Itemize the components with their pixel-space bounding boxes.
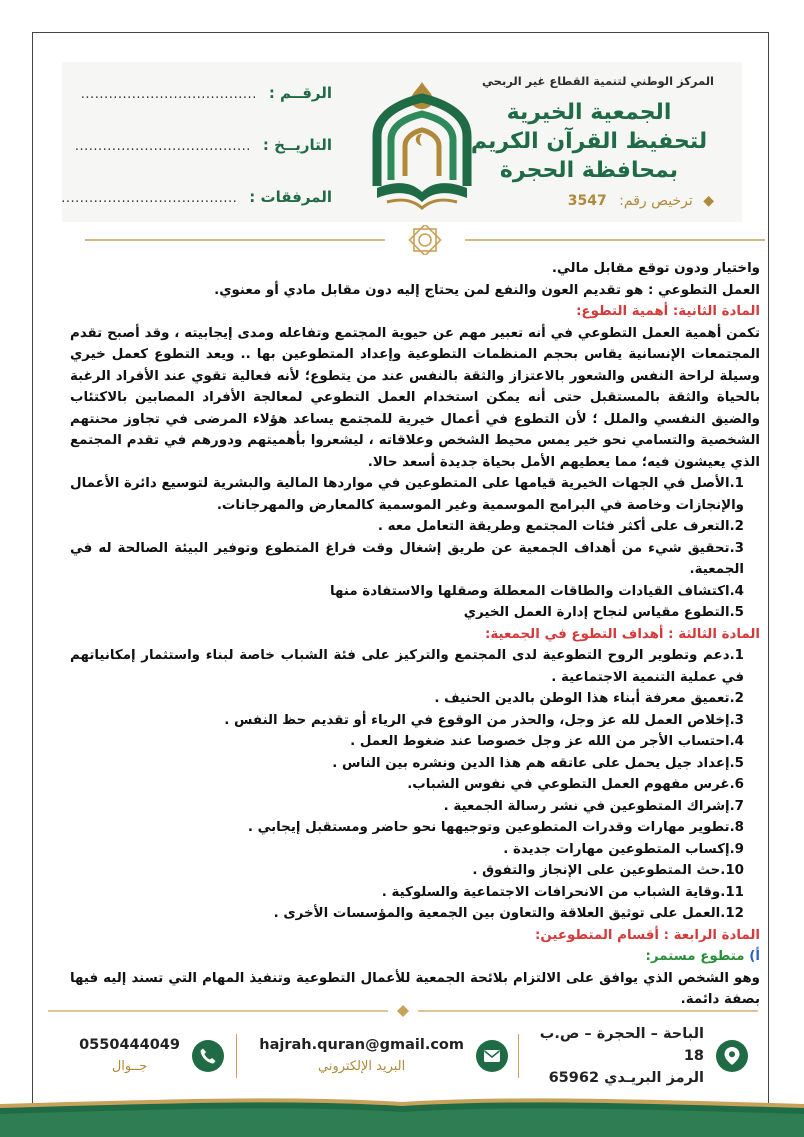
footer-separator: [518, 1034, 519, 1078]
article-2-item: 2.التعرف على أكثر فئات المجتمع وطريقة التعامل معه .: [377, 519, 744, 534]
article-3-item: 6.غرس مفهوم العمل التطوعي في نفوس الشباب.: [407, 777, 744, 792]
article-3-item: 4.احتساب الأجر من الله عز وجل خصوصا عند ضغوط العمل .: [350, 734, 744, 749]
email-label: البريد الإلكتروني: [318, 1059, 406, 1074]
article-2-heading: المادة الثانية: أهمية التطوع:: [576, 304, 760, 319]
article-3-item: 8.تطوير مهارات وقدرات المتطوعين وتوجيهها نحو حاضر ومستقبل إيجابي .: [247, 820, 744, 835]
article-2-item: 5.التطوع مقياس لنجاح إدارة العمل الخيري: [463, 605, 744, 620]
location-icon: [716, 1040, 748, 1072]
address-block: [528, 1028, 748, 1084]
footer-separator: [236, 1034, 237, 1078]
license-label: ترخيص رقم:: [619, 193, 693, 209]
mosque-book-logo-icon: [367, 76, 477, 212]
org-name-line-2: لتحفيظ القرآن الكريم: [470, 129, 708, 154]
article-2-item: 4.اكتشاف القيادات والطاقات المعطلة وصقلها والاستفادة منها: [330, 583, 744, 599]
parent-org-name: المركز الوطني لتنمية القطاع غير الربحي: [482, 74, 714, 88]
attachments-blank: ......................................: [61, 191, 238, 206]
org-name-line-3: بمحافظة الحجرة: [499, 158, 679, 183]
phone-icon: [192, 1040, 224, 1072]
postal-code: الرمز البريـدي 65962: [548, 1070, 704, 1086]
article-3-item: 12.العمل على توثيق العلاقة والتعاون بين الجمعية والمؤسسات الأخرى .: [273, 906, 744, 921]
date-label: التاريــخ :: [262, 136, 332, 154]
article-2-item: 1.الأصل في الجهات الخيرية قيامها على المتطوعين في مواردها المالية والبشرية لتوسيع دائرة الأعمال والإنجازات وخاصة في البرامج الموسمية وغير الموسمية كالمعارض والمهرجانات.: [70, 476, 744, 513]
article-4-subheading: [70, 946, 760, 968]
reference-number-label: الرقــم :: [268, 84, 332, 102]
ornamental-divider-icon: [85, 225, 765, 255]
article-2-item: 3.تحقيق شيء من أهداف الجمعية عن طريق إشغال وقت فراغ المتطوع وتوفير البيئة الصالحة له في الجمعية.: [70, 540, 744, 577]
article-3-item: 2.تعميق معرفة أبناء هذا الوطن بالدين الحنيف .: [434, 691, 744, 706]
date-blank: ......................................: [74, 139, 251, 154]
attachments-label: المرفقات :: [249, 188, 332, 206]
subheading-marker: أ): [749, 949, 760, 964]
phone-label: جــوال: [111, 1059, 148, 1074]
intro-line-2: العمل التطوعي : هو تقديم العون والنفع لمن يحتاج إليه دون مقابل مادي أو معنوي.: [214, 282, 760, 298]
article-3-item: 7.إشراك المتطوعين في نشر رسالة الجمعية .: [443, 798, 744, 814]
contact-footer: [48, 1022, 758, 1090]
subheading-label: متطوع مستمر:: [645, 949, 745, 964]
article-3-item: 10.حث المتطوعين على الإنجاز والتفوق .: [472, 863, 744, 878]
article-3-item: 3.إخلاص العمل لله عز وجل، والحذر من الوقوع في الرياء أو تقديم حظ النفس .: [224, 712, 744, 728]
intro-line-1: واختيار ودون توقع مقابل مالي.: [551, 261, 760, 276]
footer-divider-icon: [48, 1002, 758, 1020]
phone-number[interactable]: 0550444049: [79, 1037, 180, 1053]
reference-number-blank: ......................................: [80, 87, 257, 102]
document-body: [70, 258, 760, 1011]
article-3-heading: المادة الثالثة : أهداف التطوع في الجمعية:: [485, 626, 760, 642]
article-3-item: 11.وقاية الشباب من الانحرافات الاجتماعية والسلوكية .: [381, 884, 744, 900]
license-number: 3547: [567, 193, 607, 209]
date-row: [74, 136, 332, 188]
article-4-paragraph: وهو الشخص الذي يوافق على الالتزام بلائحة الجمعية للأعمال التطوعية وتنفيذ المهام التي تسند إليه فيها بصفة دائمة.: [70, 970, 760, 1007]
reference-number-row: [80, 84, 332, 136]
letterhead: [62, 62, 742, 222]
diamond-icon: ◆: [703, 193, 714, 209]
article-3-item: 1.دعم وتطوير الروح التطوعية لدى المجتمع والتركيز على فئة الشباب خاصة لبناء واستثمار إمكانياتهم في عملية التنمية الاجتماعية .: [70, 648, 744, 685]
email-address[interactable]: hajrah.quran@gmail.com: [259, 1037, 464, 1053]
org-name-line-1: الجمعية الخيرية: [506, 100, 672, 125]
phone-block: [54, 1028, 224, 1084]
mail-icon: [476, 1040, 508, 1072]
email-block: [259, 1028, 508, 1084]
article-3-item: 5.إعداد جيل يحمل على عاتقه هم هذا الدين ونشره بين الناس .: [332, 755, 744, 771]
article-2-paragraph: تكمن أهمية العمل التطوعي في أنه تعبير مهم عن حيوية المجتمع وتفاعله ومدى إيجابيته ، وقد أصبح تقدم المجتمعات الإنسانية يقاس بحجم المنظمات التطوعية وإعداد المتطوعين بها .. ويعد التطوع كعمل خيري وسيلة لراحة النفس والشعور بالاعتزاز والثقة بالنفس عند من يتطوع؛ لأنه فعالية تقوي عند الأفراد الرغبة بالحياة والثقة بالمستقبل حتى أنه يمكن استخدام العمل التطوعي لمعالجة الأفراد المصابين بالاكتئاب والضيق النفسي والملل ؛ لأن التطوع في أعمال خيرية للمجتمع يساعد هؤلاء المرضى في تجاوز محنتهم الشخصية والتسامي نحو خير يمس محيط الشخص وعلاقاته ، ليشعروا بأهميتهم ودورهم في تقدم المجتمع الذي يعيشون فيه؛ مما يعطيهم الأمل بحياة جديدة أسعد حالا.: [70, 325, 760, 470]
reference-fields: [61, 84, 332, 240]
address-line: الباحة – الحجرة – ص.ب 18: [539, 1026, 704, 1064]
license-info: [464, 193, 714, 209]
bottom-decorative-band: [0, 1098, 804, 1137]
organization-block: [464, 74, 714, 209]
article-4-heading: المادة الرابعة : أقسام المتطوعين:: [535, 927, 760, 943]
article-3-item: 9.إكساب المتطوعين مهارات جديدة .: [503, 841, 744, 857]
